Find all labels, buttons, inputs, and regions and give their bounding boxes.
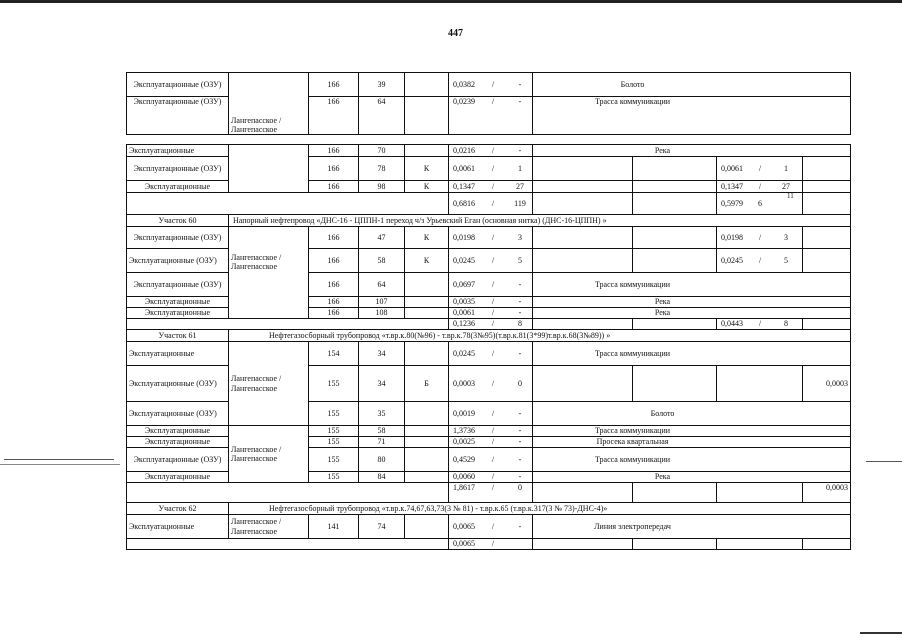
table-gap [127, 135, 851, 145]
forestry-owner [229, 145, 309, 193]
area-value: 1,3736 / - [449, 426, 533, 437]
area-value: 0,0003 / 0 [449, 366, 533, 402]
empty-cell [803, 227, 851, 249]
land-description: Трасса коммуникации [533, 426, 851, 437]
category-code [405, 515, 449, 539]
area-value: 0,0060 / - [449, 472, 533, 483]
land-description: Болото [533, 73, 851, 97]
land-category: Эксплуатационные [127, 472, 229, 483]
empty-cell [633, 227, 717, 249]
category-code [405, 426, 449, 437]
empty-cell [803, 181, 851, 193]
quarter-number: 155 [309, 448, 359, 472]
category-code [405, 73, 449, 97]
quarter-number: 141 [309, 515, 359, 539]
empty-cell [633, 157, 717, 181]
category-code [405, 273, 449, 297]
area-value: 0,0035 / - [449, 297, 533, 308]
section-number: 34 [359, 366, 405, 402]
category-code: К [405, 249, 449, 273]
total-area: 0,1236 / 8 [449, 319, 533, 330]
empty-cell [717, 539, 803, 550]
quarter-number: 166 [309, 308, 359, 319]
empty-cell [533, 227, 633, 249]
section-number: 78 [359, 157, 405, 181]
restricted-area: 0,0245 / 5 [717, 249, 803, 273]
section-title: Нефтегазосборный трубопровод «т.вр.к.80(№96) - т.вр.к.78(3№95)(т.вр.к.81(3*99)т.вр.к.68(3№89)) » [229, 330, 851, 342]
land-category: Эксплуатационные (ОЗУ) [127, 366, 229, 402]
section-number: 74 [359, 515, 405, 539]
land-category: Эксплуатационные [127, 426, 229, 437]
category-code [405, 472, 449, 483]
empty-cell [717, 483, 803, 503]
quarter-number: 166 [309, 249, 359, 273]
margin-scan-line [866, 461, 902, 462]
quarter-number: 166 [309, 181, 359, 193]
land-category: Эксплуатационные [127, 515, 229, 539]
quarter-number: 155 [309, 437, 359, 448]
land-description: Болото [533, 402, 851, 426]
section-label: Участок 60 [127, 215, 229, 227]
total-area: 0,0065 / [449, 539, 533, 550]
land-category: Эксплуатационные [127, 145, 229, 157]
margin-scan-line [0, 464, 120, 465]
empty-cell [633, 319, 717, 330]
land-description: Река [533, 308, 851, 319]
section-title: Нефтегазосборный трубопровод «т.вр.к.74,67,63,73(3 № 81) - т.вр.к.65 (т.вр.к.317(3 № 73)-ДНС-4)» [229, 503, 851, 515]
table-row [127, 426, 851, 437]
land-description: Трасса коммуникации [533, 97, 851, 135]
land-category: Эксплуатационные (ОЗУ) [127, 227, 229, 249]
section-number: 107 [359, 297, 405, 308]
area-value: 0,0216 / - [449, 145, 533, 157]
land-plots-table-container [126, 72, 850, 550]
section-number: 35 [359, 402, 405, 426]
land-category: Эксплуатационные (ОЗУ) [127, 249, 229, 273]
area-value: 0,4529 / - [449, 448, 533, 472]
land-category: Эксплуатационные (ОЗУ) [127, 273, 229, 297]
section-number: 64 [359, 97, 405, 135]
table-row [127, 73, 851, 97]
section-number: 34 [359, 342, 405, 366]
total-area: 0,6816 / 119 [449, 193, 533, 215]
restricted-area: 0,0198 / 3 [717, 227, 803, 249]
margin-scan-line [4, 459, 114, 460]
section-number: 84 [359, 472, 405, 483]
empty-cell [633, 193, 717, 215]
quarter-number: 166 [309, 97, 359, 135]
land-description: Просека квартальная [533, 437, 851, 448]
category-code [405, 308, 449, 319]
land-category: Эксплуатационные (ОЗУ) [127, 448, 229, 472]
land-category: Эксплуатационные [127, 308, 229, 319]
table-row [127, 227, 851, 249]
total-restricted-area: 0,5979 6 11 [717, 193, 803, 215]
category-code: К [405, 227, 449, 249]
area-value: 0,0382 / - [449, 73, 533, 97]
section-number: 39 [359, 73, 405, 97]
forestry-owner: Лангепасское / Лангепасское [229, 73, 309, 135]
empty-cell [633, 366, 717, 402]
land-description: Трасса коммуникации [533, 342, 851, 366]
empty-cell [533, 249, 633, 273]
land-description: Трасса коммуникации [533, 448, 851, 472]
restricted-area: 0,1347 / 27 [717, 181, 803, 193]
section-title: Напорный нефтепровод «ДНС-16 - ЦППН-1 переход ч/з Урьевский Еган (основная нитка) (ДНС-16-ЦППН) » [229, 215, 851, 227]
area-value: 0,1347 / 27 [449, 181, 533, 193]
quarter-number: 166 [309, 145, 359, 157]
total-row [127, 319, 851, 330]
table-row [127, 145, 851, 157]
area-value: 0,0019 / - [449, 402, 533, 426]
empty-cell [533, 319, 633, 330]
section-number: 70 [359, 145, 405, 157]
empty-cell [533, 366, 633, 402]
forest-area-value: 0,0003 [803, 366, 851, 402]
land-category: Эксплуатационные (ОЗУ) [127, 402, 229, 426]
area-value: 0,0245 / - [449, 342, 533, 366]
quarter-number: 166 [309, 297, 359, 308]
area-value: 0,0025 / - [449, 437, 533, 448]
total-label-cell [127, 539, 449, 550]
total-area: 1,8617 / 0 [449, 483, 533, 503]
empty-cell [533, 157, 633, 181]
category-code: К [405, 157, 449, 181]
empty-cell [533, 483, 633, 503]
category-code: К [405, 181, 449, 193]
empty-cell [533, 181, 633, 193]
total-row [127, 539, 851, 550]
total-restricted-area: 0,0443 / 8 [717, 319, 803, 330]
forestry-owner: Лангепасское / Лангепасское [229, 515, 309, 539]
area-value: 0,0065 / - [449, 515, 533, 539]
quarter-number: 166 [309, 227, 359, 249]
total-label-cell [127, 483, 449, 503]
restricted-area: 0,0061 / 1 [717, 157, 803, 181]
empty-cell [633, 181, 717, 193]
empty-cell [717, 366, 803, 402]
quarter-number: 155 [309, 426, 359, 437]
area-value: 0,0061 / - [449, 308, 533, 319]
land-category: Эксплуатационные (ОЗУ) [127, 73, 229, 97]
empty-cell [633, 483, 717, 503]
land-category: Эксплуатационные [127, 181, 229, 193]
section-number: 108 [359, 308, 405, 319]
land-category: Эксплуатационные (ОЗУ) [127, 157, 229, 181]
land-description: Река [533, 145, 851, 157]
quarter-number: 166 [309, 157, 359, 181]
forestry-owner: Лангепасское / Лангепасское [229, 342, 309, 426]
quarter-number: 166 [309, 73, 359, 97]
section-header-row [127, 215, 851, 227]
forestry-owner: Лангепасское / Лангепасское [229, 426, 309, 483]
total-label-cell [127, 193, 449, 215]
section-number: 47 [359, 227, 405, 249]
total-row [127, 193, 851, 215]
category-code: Б [405, 366, 449, 402]
category-code [405, 342, 449, 366]
section-number: 71 [359, 437, 405, 448]
quarter-number: 155 [309, 366, 359, 402]
section-number: 64 [359, 273, 405, 297]
category-code [405, 97, 449, 135]
empty-cell [633, 249, 717, 273]
land-description: Трасса коммуникации [533, 273, 851, 297]
quarter-number: 154 [309, 342, 359, 366]
area-value: 0,0245 / 5 [449, 249, 533, 273]
quarter-number: 155 [309, 472, 359, 483]
land-description: Река [533, 472, 851, 483]
empty-cell [803, 157, 851, 181]
land-description: Река [533, 297, 851, 308]
land-category: Эксплуатационные [127, 342, 229, 366]
total-row [127, 483, 851, 503]
page-top-border [0, 0, 902, 3]
land-category: Эксплуатационные (ОЗУ) [127, 97, 229, 135]
quarter-number: 155 [309, 402, 359, 426]
section-number: 98 [359, 181, 405, 193]
section-label: Участок 61 [127, 330, 229, 342]
empty-cell [533, 193, 633, 215]
category-code [405, 402, 449, 426]
section-number: 80 [359, 448, 405, 472]
empty-cell [633, 539, 717, 550]
empty-cell [803, 249, 851, 273]
land-description: Линия электропередач [533, 515, 851, 539]
forestry-owner: Лангепасское / Лангепасское [229, 227, 309, 319]
quarter-number: 166 [309, 273, 359, 297]
empty-cell [533, 539, 633, 550]
land-category: Эксплуатационные [127, 437, 229, 448]
land-plots-table [126, 72, 851, 550]
area-value: 0,0198 / 3 [449, 227, 533, 249]
empty-cell [803, 319, 851, 330]
category-code [405, 145, 449, 157]
area-value: 0,0061 / 1 [449, 157, 533, 181]
table-row [127, 342, 851, 366]
category-code [405, 448, 449, 472]
category-code [405, 437, 449, 448]
category-code [405, 297, 449, 308]
section-header-row [127, 503, 851, 515]
table-row [127, 515, 851, 539]
area-value: 0,0239 / - [449, 97, 533, 135]
section-number: 58 [359, 426, 405, 437]
page-bottom-mark [860, 632, 902, 634]
total-label-cell [127, 319, 449, 330]
section-header-row [127, 330, 851, 342]
empty-cell [803, 193, 851, 215]
land-category: Эксплуатационные [127, 297, 229, 308]
area-value: 0,0697 / - [449, 273, 533, 297]
empty-cell [803, 539, 851, 550]
section-number: 58 [359, 249, 405, 273]
section-label: Участок 62 [127, 503, 229, 515]
page-number: 447 [448, 28, 463, 39]
total-forest-area: 0,0003 [803, 483, 851, 503]
